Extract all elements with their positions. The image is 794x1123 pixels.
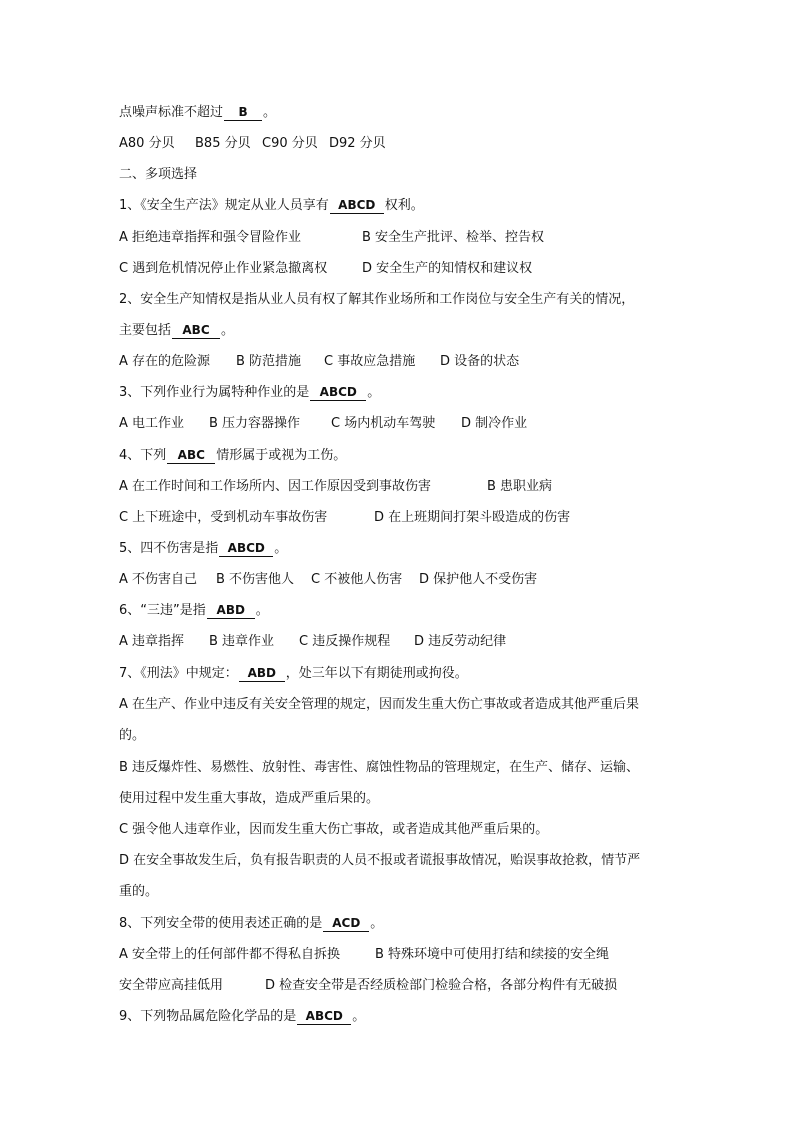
- option-text: B 违反爆炸性、易燃性、放射性、毒害性、腐蚀性物品的管理规定，在生产、储存、运输、: [119, 760, 640, 775]
- question-line: [119, 104, 719, 122]
- answer-blank: ABD: [207, 603, 255, 619]
- answer-blank: ABC: [167, 448, 215, 464]
- option-d: D 制冷作业: [461, 416, 528, 431]
- option-line: [119, 415, 719, 433]
- answer-blank: ABD: [239, 666, 285, 682]
- option-text: D 在安全事故发生后，负有报告职责的人员不报或者谎报事故情况，贻误事故抢救，情节严: [119, 853, 641, 868]
- option-c: 安全带应高挂低用: [119, 978, 224, 993]
- answer-blank: ABCD: [310, 385, 366, 401]
- question-text: 3、下列作业行为属特种作业的是: [119, 385, 310, 400]
- question-line: [119, 384, 719, 402]
- question-line: [119, 665, 719, 683]
- question-line: [119, 540, 719, 558]
- option-c: C 场内机动车驾驶: [331, 416, 436, 431]
- option-c: C 上下班途中，受到机动车事故伤害: [119, 510, 328, 525]
- option-b: B 防范措施: [236, 354, 302, 369]
- option-d: D 安全生产的知情权和建议权: [362, 261, 533, 276]
- option-d: D 设备的状态: [440, 354, 520, 369]
- question-text: 8、下列安全带的使用表述正确的是: [119, 916, 323, 931]
- answer-blank: B: [224, 105, 262, 121]
- question-text: 5、四不伤害是指: [119, 541, 219, 556]
- option-d: D 在上班期间打架斗殴造成的伤害: [374, 510, 571, 525]
- option-b: B85 分贝: [195, 136, 251, 151]
- option-b: B 患职业病: [487, 479, 553, 494]
- question-line: [119, 322, 719, 340]
- option-b: B 安全生产批评、检举、控告权: [362, 230, 545, 245]
- question-text: 点噪声标准不超过: [119, 105, 224, 120]
- option-b: B 特殊环境中可使用打结和续接的安全绳: [375, 947, 610, 962]
- option-line: [119, 509, 719, 527]
- answer-blank: ACD: [323, 916, 369, 932]
- question-text: 7、《刑法》中规定：: [119, 666, 238, 681]
- question-text: 1、《安全生产法》规定从业人员享有: [119, 198, 329, 213]
- question-line: [119, 915, 719, 933]
- option-a: A 不伤害自己: [119, 572, 198, 587]
- question-text: 4、下列: [119, 448, 167, 463]
- option-d: D 检查安全带是否经质检部门检验合格，各部分构件有无破损: [265, 978, 618, 993]
- question-line: 2、安全生产知情权是指从业人员有权了解其作业场所和工作岗位与安全生产有关的情况，: [119, 292, 635, 307]
- option-line: [119, 353, 719, 371]
- option-text: 使用过程中发生重大事故，造成严重后果的。: [119, 791, 380, 806]
- question-line: [119, 1008, 719, 1026]
- question-text: 6、“三违”是指: [119, 603, 206, 618]
- question-text-end: 。: [367, 385, 381, 400]
- option-line: [119, 229, 719, 247]
- question-text-end: 。: [352, 1009, 366, 1024]
- question-text-end: 权利。: [384, 198, 424, 213]
- question-line: [119, 447, 719, 465]
- option-text: 重的。: [119, 884, 159, 899]
- option-line: [119, 633, 719, 651]
- answer-blank: ABCD: [330, 198, 384, 214]
- option-a: A 安全带上的任何部件都不得私自拆换: [119, 947, 341, 962]
- question-text-end: 。: [263, 105, 277, 120]
- option-a: A 拒绝违章指挥和强令冒险作业: [119, 230, 302, 245]
- question-line: [119, 197, 719, 215]
- question-text: 主要包括: [119, 323, 172, 338]
- option-b: B 压力容器操作: [209, 416, 301, 431]
- option-d: D 保护他人不受伤害: [419, 572, 538, 587]
- question-line: [119, 602, 719, 620]
- option-a: A80 分贝: [119, 136, 175, 151]
- option-c: C 违反操作规程: [299, 634, 391, 649]
- question-text: 9、下列物品属危险化学品的是: [119, 1009, 297, 1024]
- question-text-end: 。: [370, 916, 384, 931]
- question-text-end: 情形属于或视为工伤。: [216, 448, 347, 463]
- option-text: A 在生产、作业中违反有关安全管理的规定，因而发生重大伤亡事故或者造成其他严重后果: [119, 697, 640, 712]
- option-a: A 存在的危险源: [119, 354, 211, 369]
- question-text-end: ，处三年以下有期徒刑或拘役。: [285, 666, 468, 681]
- question-text-end: 。: [221, 323, 235, 338]
- option-a: A 违章指挥: [119, 634, 185, 649]
- option-line: [119, 260, 719, 278]
- option-line: [119, 135, 719, 153]
- option-d: D92 分贝: [329, 136, 386, 151]
- option-text: C 强令他人违章作业，因而发生重大伤亡事故，或者造成其他严重后果的。: [119, 822, 549, 837]
- option-a: A 电工作业: [119, 416, 185, 431]
- option-c: C 不被他人伤害: [311, 572, 403, 587]
- option-text: 的。: [119, 728, 146, 743]
- option-a: A 在工作时间和工作场所内、因工作原因受到事故伤害: [119, 479, 432, 494]
- section-heading: 二、多项选择: [119, 167, 198, 182]
- answer-blank: ABCD: [219, 541, 273, 557]
- answer-blank: ABCD: [297, 1009, 351, 1025]
- answer-blank: ABC: [172, 323, 220, 339]
- option-line: [119, 571, 719, 589]
- question-text-end: 。: [274, 541, 288, 556]
- option-b: B 违章作业: [209, 634, 275, 649]
- option-c: C 事故应急措施: [324, 354, 416, 369]
- option-b: B 不伤害他人: [216, 572, 295, 587]
- question-text-end: 。: [255, 603, 269, 618]
- option-line: [119, 946, 719, 964]
- option-c: C90 分贝: [262, 136, 318, 151]
- option-d: D 违反劳动纪律: [414, 634, 507, 649]
- option-line: [119, 478, 719, 496]
- option-line: [119, 977, 719, 995]
- option-c: C 遇到危机情况停止作业紧急撤离权: [119, 261, 328, 276]
